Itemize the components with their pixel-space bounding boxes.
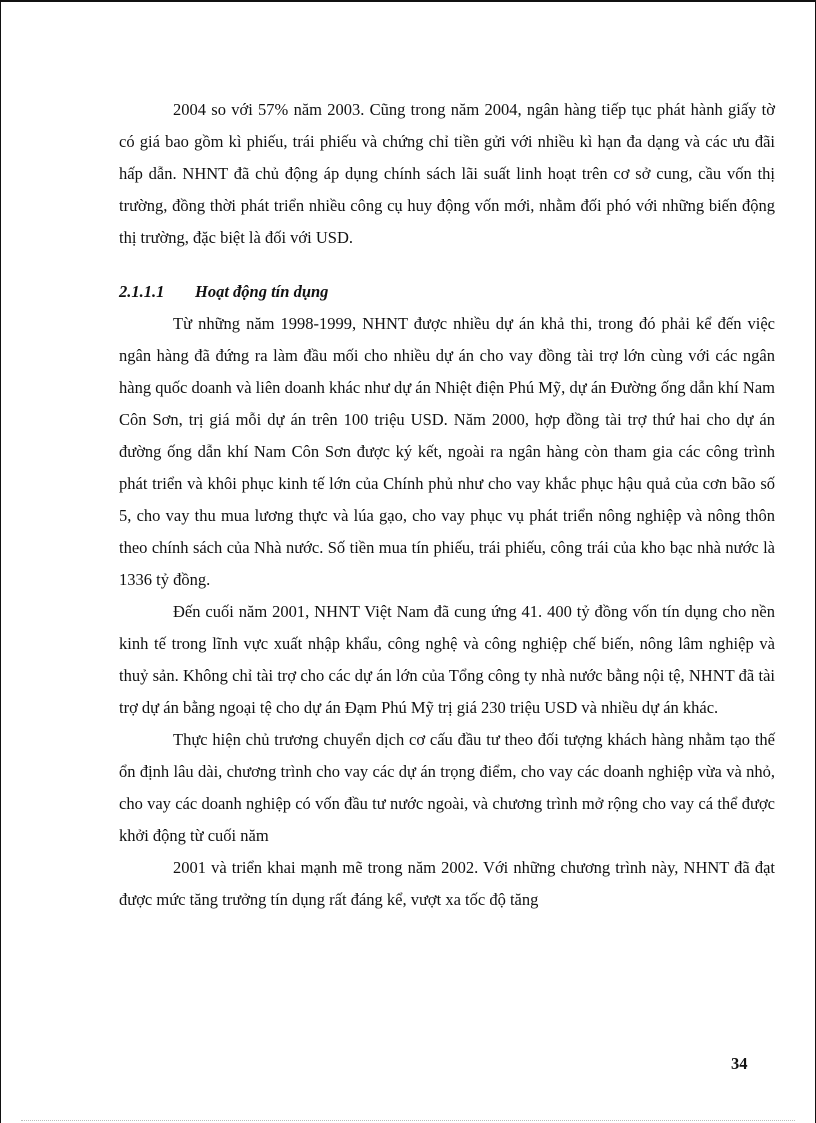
paragraph-investment-restructuring: Thực hiện chủ trương chuyển dịch cơ cấu đầu tư theo đối tượng khách hàng nhằm tạo thế ổn định lâu dài, chương trình cho vay các dự án trọng điểm, cho vay các doanh nghiệp vừa và nhỏ, cho vay các doanh nghiệp có vốn đầu tư nước ngoài, và chương trình mở rộng cho vay cá thể được khởi động từ cuối năm <box>119 730 775 845</box>
section-title: Hoạt động tín dụng <box>195 282 329 301</box>
paragraph-credit-projects: Từ những năm 1998-1999, NHNT được nhiều dự án khả thi, trong đó phải kể đến việc ngân hàng đã đứng ra làm đầu mối cho nhiều dự án cho vay đồng tài trợ lớn cùng với các ngân hàng quốc doanh và liên doanh khác như dự án Nhiệt điện Phú Mỹ, dự án Đường ống dẫn khí Nam Côn Sơn, trị giá mỗi dự án trên 100 triệu USD. Năm 2000, hợp đồng tài trợ thứ hai cho dự án đường ống dẫn khí Nam Côn Sơn được ký kết, ngoài ra ngân hàng còn tham gia các công trình phát triển và khôi phục kinh tế lớn của Chính phủ như cho vay khắc phục hậu quả của cơn bão số 5, cho vay thu mua lương thực và lúa gạo, cho vay phục vụ phát triển nông nghiệp và nông thôn theo chính sách của Nhà nước. Số tiền mua tín phiếu, trái phiếu, công trái của kho bạc nhà nước là 1336 tỷ đồng. <box>119 314 775 589</box>
footer-divider <box>21 1120 795 1121</box>
intro-paragraph: 2004 so với 57% năm 2003. Cũng trong năm 2004, ngân hàng tiếp tục phát hành giấy tờ có giá bao gồm kì phiếu, trái phiếu và chứng chỉ tiền gửi với nhiều kì hạn đa dạng và các ưu đãi hấp dẫn. NHNT đã chủ động áp dụng chính sách lãi suất linh hoạt trên cơ sở cung, cầu vốn thị trường, đồng thời phát triển nhiều công cụ huy động vốn mới, nhằm đối phó với những biến động thị trường, đặc biệt là đối với USD. <box>119 100 775 247</box>
paragraph-credit-2001: Đến cuối năm 2001, NHNT Việt Nam đã cung ứng 41. 400 tỷ đồng vốn tín dụng cho nền kinh tế trong lĩnh vực xuất nhập khẩu, công nghệ và công nghiệp chế biến, nông lâm nghiệp và thuỷ sản. Không chỉ tài trợ cho các dự án lớn của Tổng công ty nhà nước bằng nội tệ, NHNT đã tài trợ dự án bằng ngoại tệ cho dự án Đạm Phú Mỹ trị giá 230 triệu USD và nhiều dự án khác. <box>119 602 775 717</box>
paragraph-credit-growth: 2001 và triển khai mạnh mẽ trong năm 2002. Với những chương trình này, NHNT đã đạt được mức tăng trưởng tín dụng rất đáng kể, vượt xa tốc độ tăng <box>119 858 775 909</box>
page-number: 34 <box>731 1054 748 1073</box>
section-heading <box>119 276 775 308</box>
page-body <box>119 94 775 916</box>
section-number: 2.1.1.1 <box>119 282 165 301</box>
